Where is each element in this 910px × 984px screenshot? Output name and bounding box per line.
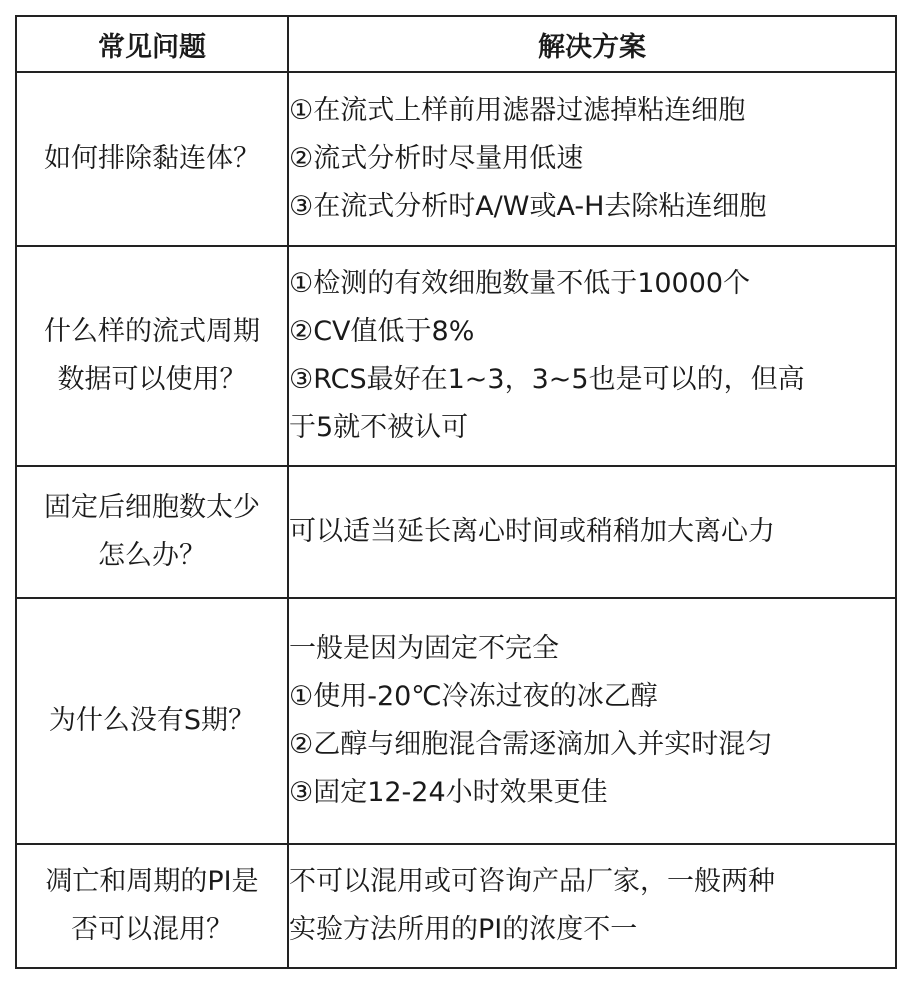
table-row [16, 72, 896, 246]
answer-text: ③RCS最好在1~3，3~5也是可以的，但高 [289, 364, 805, 395]
question-cell [16, 72, 288, 246]
question-text: 如何排除黏连体？ [44, 143, 260, 174]
answer-text: 不可以混用或可咨询产品厂家，一般两种 [289, 866, 775, 897]
question-column-header: 常见问题 [16, 16, 288, 72]
table-row [16, 844, 896, 968]
answer-text: ②流式分析时尽量用低速 [289, 143, 584, 174]
question-text: 为什么没有S期？ [48, 705, 256, 736]
table-row [16, 246, 896, 466]
answer-text: ②CV值低于8% [289, 316, 475, 347]
answer-text: ③在流式分析时A/W或A-H去除粘连细胞 [289, 191, 767, 222]
table-row [16, 598, 896, 844]
question-cell [16, 246, 288, 466]
question-text: 数据可以使用？ [57, 364, 247, 395]
answer-cell [288, 844, 896, 968]
answer-text: 一般是因为固定不完全 [289, 633, 559, 664]
header-row [16, 16, 896, 72]
faq-table [15, 15, 897, 969]
answer-text: 可以适当延长离心时间或稍稍加大离心力 [289, 516, 775, 547]
answer-text: ①检测的有效细胞数量不低于10000个 [289, 268, 751, 299]
answer-cell [288, 598, 896, 844]
answer-text: ①在流式上样前用滤器过滤掉粘连细胞 [289, 95, 746, 126]
question-text: 怎么办？ [98, 540, 206, 571]
table-row [16, 466, 896, 598]
question-cell [16, 466, 288, 598]
question-text: 什么样的流式周期 [44, 316, 260, 347]
question-cell [16, 598, 288, 844]
answer-text: ③固定12-24小时效果更佳 [289, 777, 608, 808]
answer-text: ①使用-20℃冷冻过夜的冰乙醇 [289, 681, 658, 712]
answer-text: 实验方法所用的PI的浓度不一 [289, 914, 638, 945]
question-cell [16, 844, 288, 968]
answer-cell [288, 246, 896, 466]
question-text: 固定后细胞数太少 [44, 492, 260, 523]
answer-column-header: 解决方案 [288, 16, 896, 72]
answer-text: ②乙醇与细胞混合需逐滴加入并实时混匀 [289, 729, 773, 760]
answer-cell [288, 466, 896, 598]
question-text: 凋亡和周期的PI是 [45, 866, 259, 897]
question-text: 否可以混用？ [71, 914, 233, 945]
answer-cell [288, 72, 896, 246]
answer-text: 于5就不被认可 [289, 412, 469, 443]
